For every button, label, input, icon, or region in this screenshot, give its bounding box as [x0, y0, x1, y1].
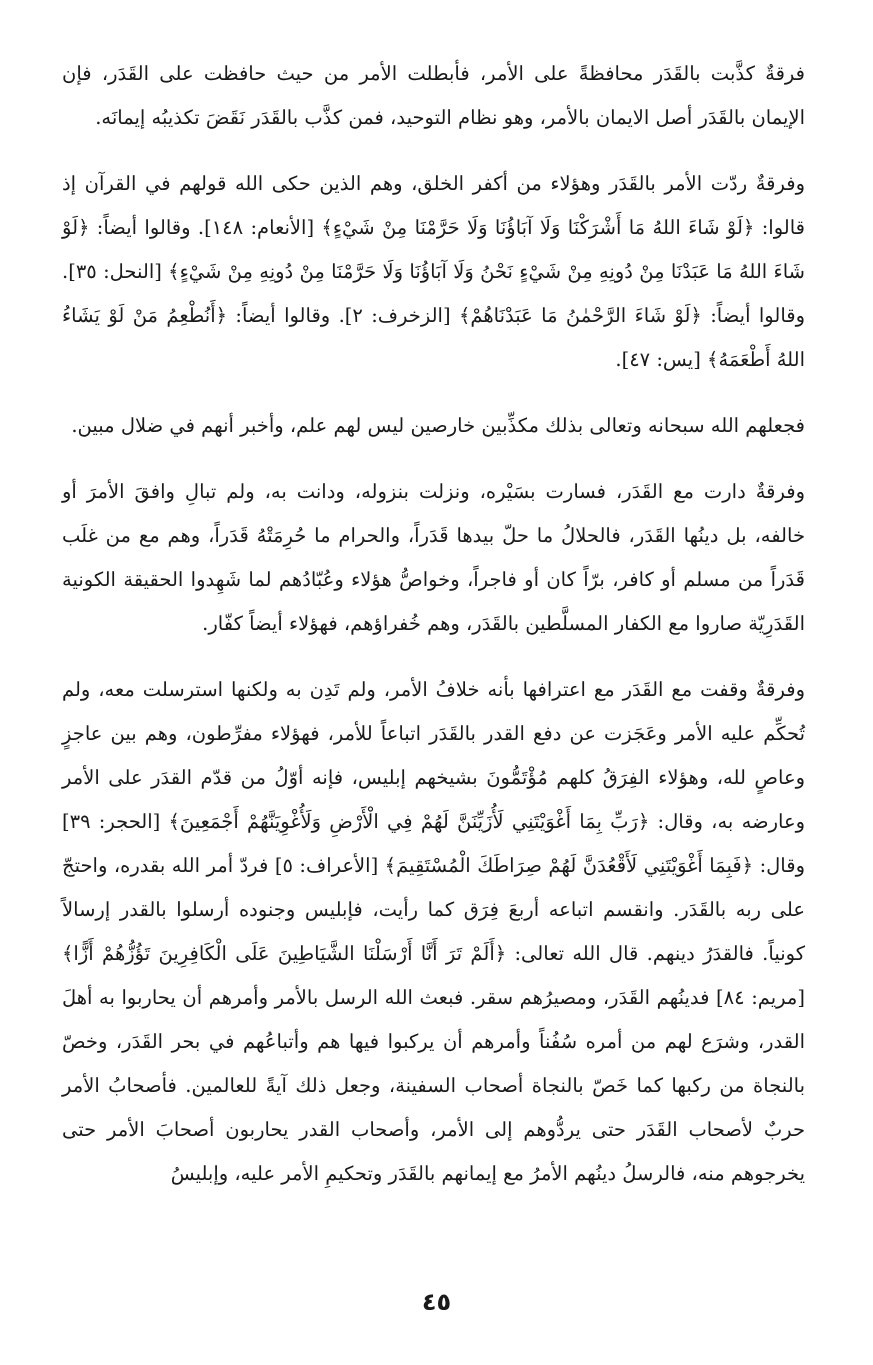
paragraph-2: وفرقةٌ ردّت الأمر بالقَدَر وهؤلاء من أكفر الخلق، وهم الذين حكى الله قولهم في القرآن إذ قالوا: ﴿لَوْ شَاءَ اللهُ مَا أَشْرَكْنَا وَلَا آبَاؤُنَا وَلَا حَرَّمْنَا مِنْ شَيْءٍ﴾ [الأنعام: ١٤٨]. وقالوا أيضاً: ﴿لَوْ شَاءَ اللهُ مَا عَبَدْنَا مِنْ دُونِهِ مِنْ شَيْءٍ نَحْنُ وَلَا آبَاؤُنَا وَلَا حَرَّمْنَا مِنْ دُونِهِ مِنْ شَيْءٍ﴾ [النحل: ٣٥]. وقالوا أيضاً: ﴿لَوْ شَاءَ الرَّحْمٰنُ مَا عَبَدْنَاهُمْ﴾ [الزخرف: ٢]. وقالوا أيضاً: ﴿أَنُطْعِمُ مَنْ لَوْ يَشَاءُ اللهُ أَطْعَمَهُ﴾ [يس: ٤٧].	[62, 172, 806, 371]
paragraph-1: فرقةٌ كذَّبت بالقَدَر محافظةً على الأمر، فأبطلت الأمر من حيث حافظت على القَدَر، فإن الإيمان بالقَدَر أصل الايمان بالأمر، وهو نظام التوحيد، فمن كذَّب بالقَدَر نَقَضَ تكذيبُه إيمانَه.	[62, 62, 805, 129]
paragraph-3: فجعلهم الله سبحانه وتعالى بذلك مكذِّبين خارصين ليس لهم علم، وأخبر أنهم في ضلال مبين.	[71, 414, 805, 437]
paragraph-4: وفرقةٌ دارت مع القَدَر، فسارت بسَيْره، ونزلت بنزوله، ودانت به، ولم تبالِ وافقَ الأمرَ أو خالفه، بل دينُها القَدَر، فالحلالُ ما حلّ بيدها قَدَراً، والحرام ما حُرِمَتْهُ قَدَراً، وهم مع من غلَب قَدَراً من مسلم أو كافر، برّاً كان أو فاجراً، وخواصُّ هؤلاء وعُبّادُهم لما شَهِدوا الحقيقة الكونية القَدَرِيّة صاروا مع الكفار المسلَّطين بالقَدَر، وهم خُفراؤهم، فهؤلاء أيضاً كفّار.	[62, 480, 805, 635]
page-number: ٤٥	[421, 1288, 452, 1316]
body-text	[62, 52, 805, 1196]
paragraph-5: وفرقةٌ وقفت مع القَدَر مع اعترافها بأنه خلافُ الأمر، ولم تَدِن به ولكنها استرسلت معه، ولم تُحكِّم عليه الأمر وعَجَزت عن دفع القدر بالقَدَر اتباعاً للأمر، فهؤلاء مفرِّطون، وهم بين عاجزٍ وعاصٍ لله، وهؤلاء الفِرَقُ كلهم مُؤْتَمُّونَ بشيخهم إبليس، فإنه أوّلُ من قدّم القدَر على الأمر وعارضه به، وقال: ﴿رَبِّ بِمَا أَغْوَيْتَنِي لَأُزَيِّنَنَّ لَهُمْ فِي الْأَرْضِ وَلَأُغْوِيَنَّهُمْ أَجْمَعِينَ﴾ [الحجر: ٣٩] وقال: ﴿فَبِمَا أَغْوَيْتَنِي لَأَقْعُدَنَّ لَهُمْ صِرَاطَكَ الْمُسْتَقِيمَ﴾ [الأعراف: ٥] فردّ أمر الله بقدره، واحتجّ على ربه بالقَدَر. وانقسم اتباعه أربعَ فِرَق كما رأيت، فإبليس وجنوده أرسلوا بالقدر إرسالاً كونياً. فالقدَرُ دينهم. قال الله تعالى: ﴿أَلَمْ تَرَ أَنَّا أَرْسَلْنَا الشَّيَاطِينَ عَلَى الْكَافِرِينَ تَؤُزُّهُمْ أَزًّا﴾ [مريم: ٨٤] فدينُهم القَدَر، ومصيرُهم سقر. فبعث الله الرسل بالأمر وأمرهم أن يحاربوا به أهلَ القدر، وشرَع لهم من أمره سُفُناً وأمرهم أن يركبوا فيها هم وأتباعُهم في بحر القَدَر، وخصّ بالنجاة من ركبها كما خَصّ بالنجاة أصحاب السفينة، وجعل ذلك آيةً للعالمين. فأصحابُ الأمر حربٌ لأصحاب القَدَر حتى يردُّوهم إلى الأمر، وأصحاب القدر يحاربون أصحابَ الأمر حتى يخرجوهم منه، فالرسلُ دينُهم الأمرُ مع إيمانهم بالقَدَر وتحكيمِ الأمر عليه، وإبليسُ	[62, 678, 805, 1185]
